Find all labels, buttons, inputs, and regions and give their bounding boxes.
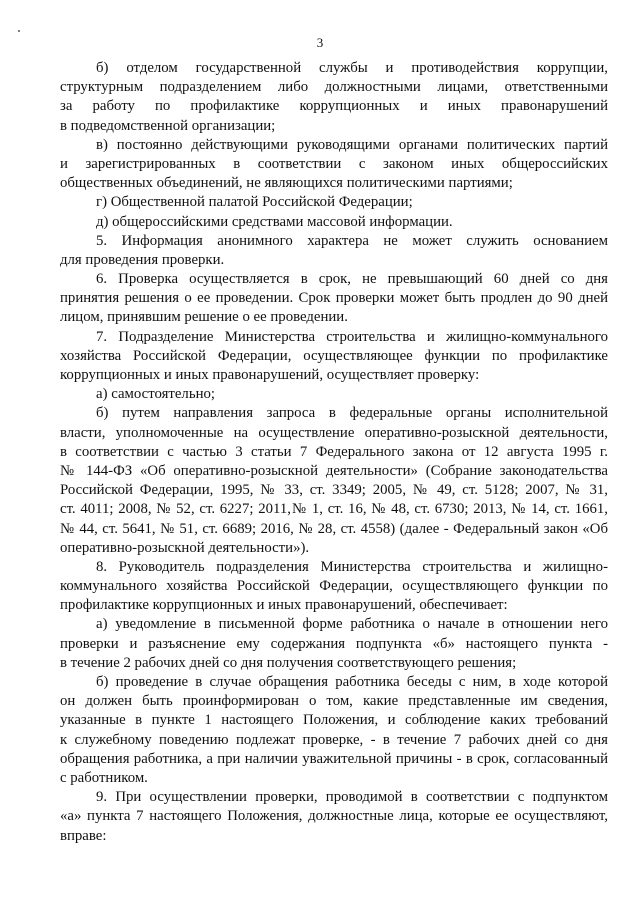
text-line: 8. Руководитель подразделения Министерства строительства и жилищно-	[96, 558, 608, 575]
text-line: в соответствии с частью 3 статьи 7 Федерального закона от 12 августа 1995 г.	[60, 443, 608, 460]
text-line: для проведения проверки.	[60, 251, 225, 268]
text-line: он должен быть проинформирован о том, какие представленные им сведения,	[60, 693, 608, 710]
text-line: а) самостоятельно;	[96, 386, 215, 403]
text-line: а) уведомление в письменной форме работника о начале в отношении него	[96, 616, 608, 633]
text-line: «а» пункта 7 настоящего Положения, должностные лица, которые ее осуществляют,	[60, 808, 608, 825]
text-line: вправе:	[60, 827, 107, 844]
text-line: б) отделом государственной службы и противодействия коррупции,	[96, 60, 608, 76]
text-line: указанные в пункте 1 настоящего Положения, и соблюдение каких требований	[60, 712, 608, 729]
text-line: коррупционных и иных правонарушений, осуществляет проверку:	[60, 367, 480, 383]
text-line: № 44, ст. 5641, № 51, ст. 6689; 2016, № 28, ст. 4558) (далее - Федеральный закон «Об	[60, 520, 608, 537]
text-line: оперативно-розыскной деятельности»).	[60, 539, 310, 556]
text-line: власти, уполномоченные на осуществление оперативно-розыскной деятельности,	[60, 424, 608, 441]
text-line: хозяйства Российской Федерации, осуществляющее функции по профилактике	[60, 347, 608, 364]
text-line: обращения работника, а при наличии уважительной причины - в срок, согласованный	[60, 750, 608, 767]
text-line: и зарегистрированных в соответствии с законом иных общероссийских	[60, 155, 608, 172]
text-line: профилактике коррупционных и иных правонарушений, обеспечивает:	[60, 597, 508, 614]
text-line: коммунального хозяйства Российской Федерации, осуществляющего функции по	[60, 578, 608, 595]
text-line: за работу по профилактике коррупционных и иных правонарушений	[60, 98, 608, 115]
document-body	[60, 59, 608, 846]
text-line: структурным подразделением либо должностными лицами, ответственными	[60, 79, 608, 96]
text-line: принятия решения о ее проведении. Срок проверки может быть продлен до 90 дней	[60, 290, 608, 307]
scan-speck	[18, 30, 20, 32]
text-line: б) проведение в случае обращения работника беседы с ним, в ходе которой	[96, 674, 608, 690]
text-line: г) Общественной палатой Российской Федерации;	[96, 194, 413, 211]
text-line: б) путем направления запроса в федеральные органы исполнительной	[96, 405, 608, 422]
text-line: проверки и разъяснение ему содержания подпункта «б» настоящего пункта -	[60, 635, 608, 652]
text-line: ст. 4011; 2008, № 52, ст. 6227; 2011,№ 1, ст. 16, № 48, ст. 6730; 2013, № 14, ст. 1661,	[60, 501, 608, 518]
text-line: 9. При осуществлении проверки, проводимой в соответствии с подпунктом	[96, 789, 608, 806]
text-line: 6. Проверка осуществляется в срок, не превышающий 60 дней со дня	[96, 271, 608, 288]
text-line: к служебному поведению подлежат проверке, - в течение 7 рабочих дней со дня	[60, 731, 608, 748]
text-line: Российской Федерации, 1995, № 33, ст. 3349; 2005, № 49, ст. 5128; 2007, № 31,	[60, 482, 608, 499]
text-line: общественных объединений, не являющихся политическими партиями;	[60, 175, 513, 192]
text-line: № 144-ФЗ «Об оперативно-розыскной деятельности» (Собрание законодательства	[60, 462, 608, 479]
text-line: в) постоянно действующими руководящими органами политических партий	[96, 136, 608, 153]
text-line: 7. Подразделение Министерства строительства и жилищно-коммунального	[96, 328, 608, 345]
text-line: д) общероссийскими средствами массовой информации.	[96, 213, 453, 230]
text-line: с работником.	[60, 769, 148, 786]
text-line: лицом, принявшим решение о ее проведении.	[60, 309, 348, 326]
page-number: 3	[316, 35, 324, 50]
text-line: в течение 2 рабочих дней со дня получения соответствующего решения;	[60, 654, 517, 671]
text-line: 5. Информация анонимного характера не может служить основанием	[96, 232, 608, 249]
text-line: в подведомственной организации;	[60, 117, 276, 134]
